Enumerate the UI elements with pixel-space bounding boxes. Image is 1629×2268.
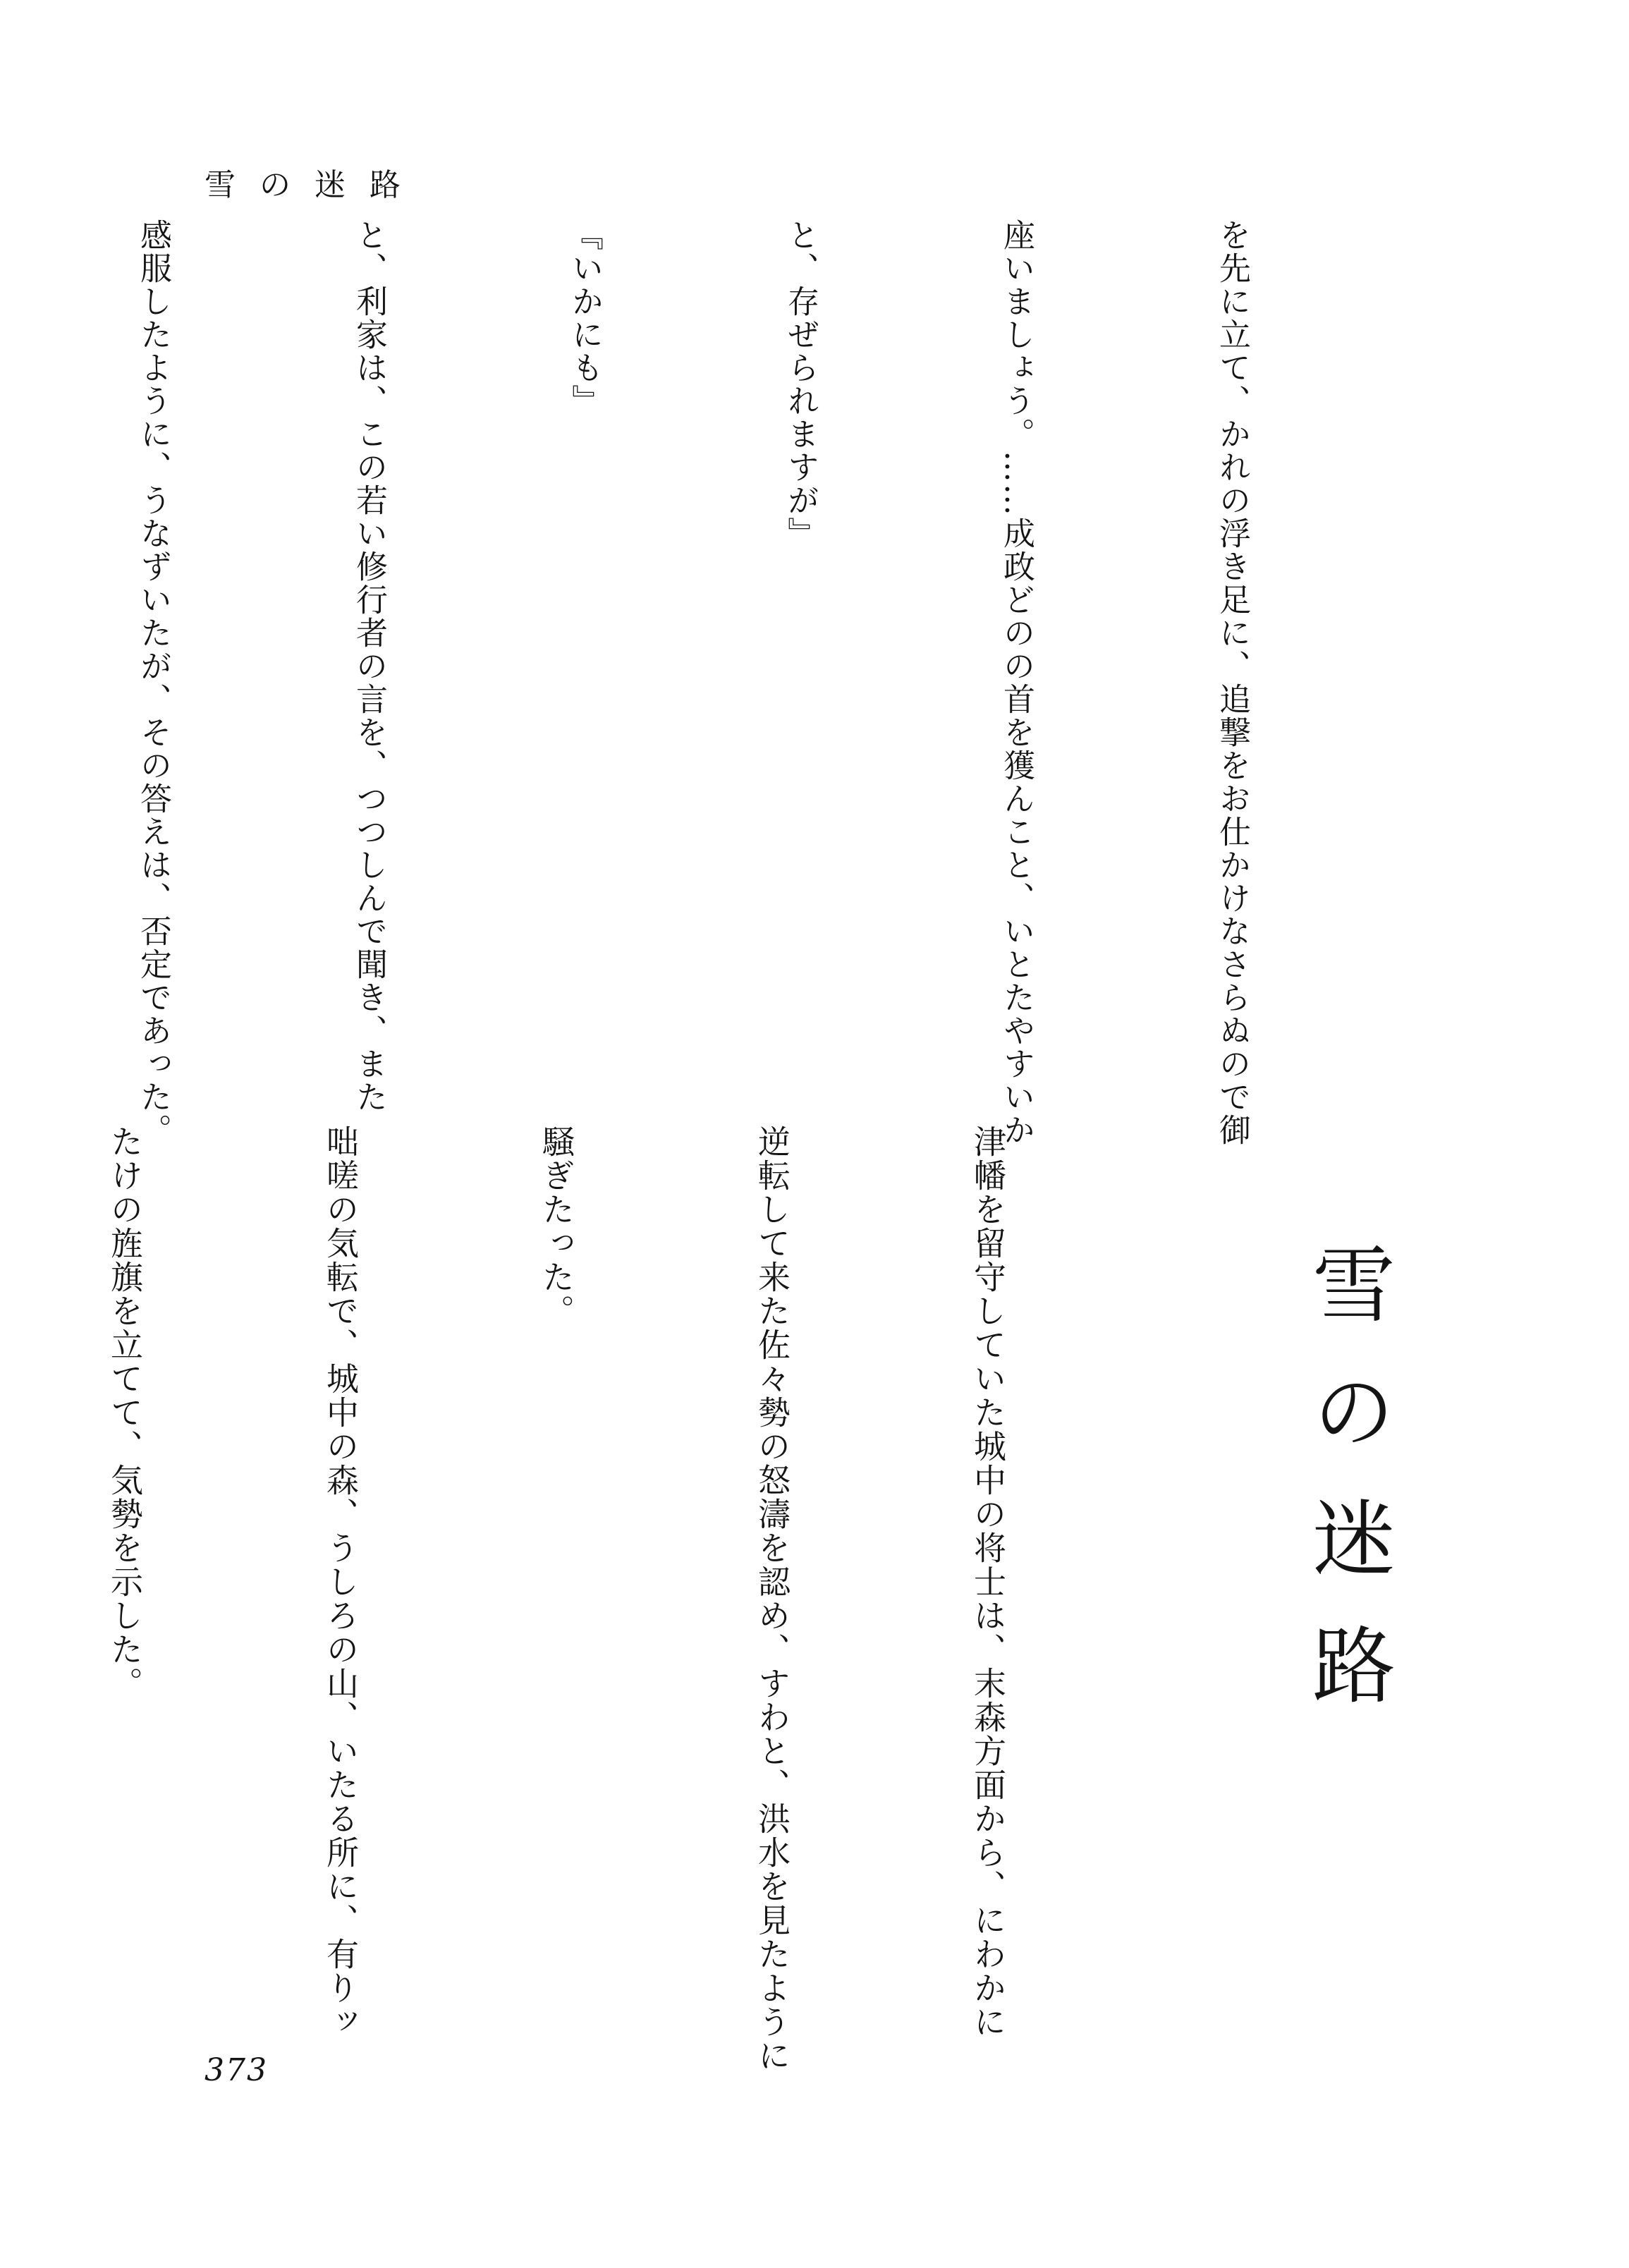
page-number: 373: [205, 2052, 268, 2088]
text-line: を先に立て、かれの浮き足に、追撃をお仕かけなさらぬので御: [1214, 219, 1251, 1147]
text-line: 騒ぎたった。: [537, 1125, 575, 1328]
text-line: 津幡を留守していた城中の将士は、末森方面から、にわかに: [969, 1125, 1007, 2039]
lower-text-block: [0, 1125, 1168, 2084]
chapter-title: 雪の迷路: [1298, 1241, 1396, 1749]
text-line: たけの旌旗を立てて、気勢を示した。: [106, 1125, 144, 1700]
running-head-title: 雪の迷路: [205, 167, 425, 203]
text-line: 座いましょう。……成政どのの首を獲んこと、いとたやすいか: [998, 219, 1035, 1147]
text-line: 『いかにも』: [566, 219, 604, 417]
text-line: 逆転して来た佐々勢の怒濤を認め、すわと、洪水を見たように: [753, 1125, 791, 2073]
text-line: と、利家は、この若い修行者の言を、つつしんで聞き、また: [350, 219, 388, 1114]
text-line: 感服したように、うなずいたが、その答えは、否定であった。: [135, 219, 172, 1147]
text-line: と、存ぜられますが』: [782, 219, 819, 550]
upper-text-block: [0, 219, 1412, 1150]
text-line: 咄嗟の気転で、城中の森、うしろの山、いたる所に、有りッ: [322, 1125, 360, 2039]
